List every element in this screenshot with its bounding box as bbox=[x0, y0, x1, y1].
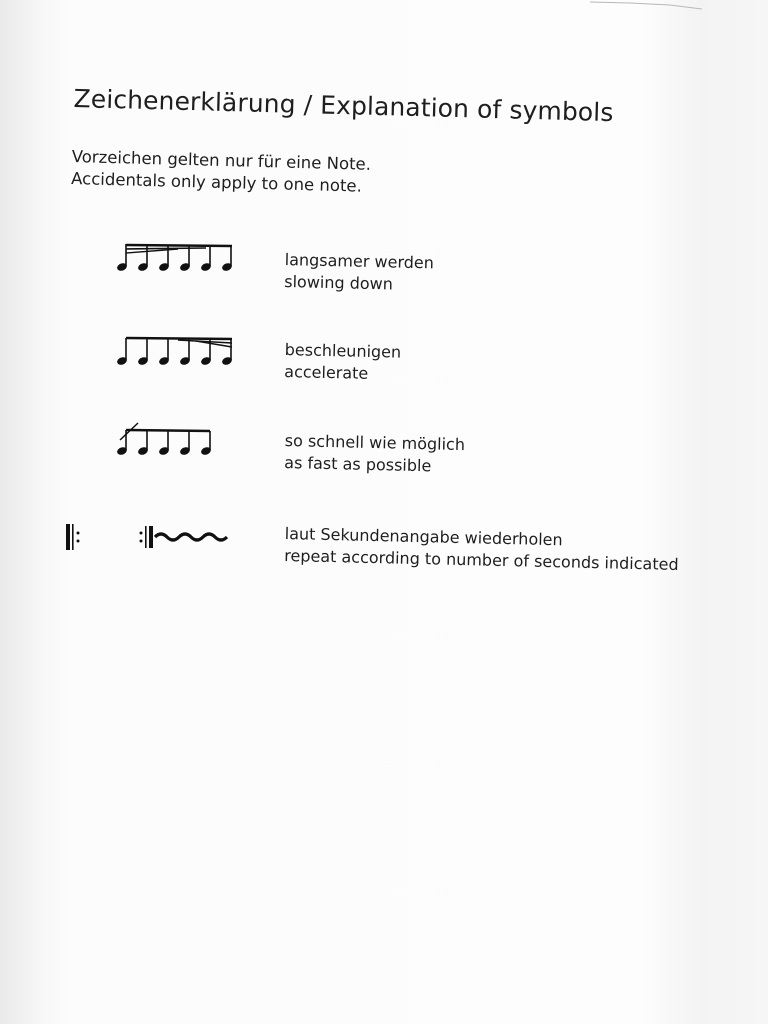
end-repeat-wavy-line-icon bbox=[136, 522, 234, 552]
legend-item-repeat bbox=[284, 523, 705, 577]
page-title: Zeichenerklärung / Explanation of symbols bbox=[73, 84, 614, 128]
legend-item-slowing bbox=[284, 249, 705, 303]
legend-label-de: beschleunigen bbox=[284, 339, 402, 362]
legend-item-fast bbox=[284, 430, 705, 484]
eighth-notes-fanning-beam-accelerate-icon bbox=[116, 330, 240, 370]
legend-label-de: so schnell wie möglich bbox=[284, 430, 466, 455]
start-repeat-barline-icon bbox=[62, 522, 86, 552]
slashed-beam-notes-icon bbox=[116, 420, 216, 460]
legend-item-accelerate bbox=[284, 339, 705, 393]
legend-label-en: as fast as possible bbox=[284, 452, 432, 476]
legend-label-en: repeat according to number of seconds indicated bbox=[284, 545, 679, 574]
eighth-notes-fanning-beam-slowing-icon bbox=[116, 236, 240, 276]
scan-edge-mark bbox=[590, 0, 702, 12]
intro-line-de: Vorzeichen gelten nur für eine Note. bbox=[71, 146, 372, 174]
legend-label-de: laut Sekundenangabe wiederholen bbox=[284, 523, 563, 550]
intro-line-en: Accidentals only apply to one note. bbox=[70, 168, 363, 196]
legend-label-en: slowing down bbox=[284, 271, 394, 294]
legend-label-en: accelerate bbox=[284, 361, 369, 383]
intro-text bbox=[71, 146, 472, 200]
legend-label-de: langsamer werden bbox=[284, 249, 435, 273]
